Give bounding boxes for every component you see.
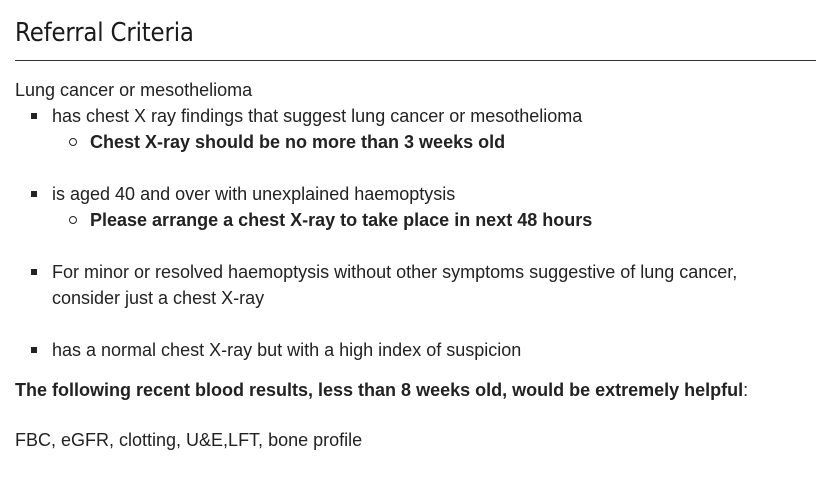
criteria-item-text: has chest X ray findings that suggest lung cancer or mesothelioma xyxy=(52,106,583,126)
criteria-subitem-text: Please arrange a chest X-ray to take place in next 48 hours xyxy=(90,210,593,230)
section-title: Referral Criteria xyxy=(15,18,194,48)
square-bullet-icon xyxy=(31,113,37,119)
blood-results-note-suffix: : xyxy=(743,380,749,400)
criteria-sublist xyxy=(52,129,816,155)
criteria-sublist xyxy=(52,207,816,233)
square-bullet-icon xyxy=(31,347,37,353)
criteria-item xyxy=(15,181,816,233)
title-divider xyxy=(15,60,816,61)
criteria-item-text: has a normal chest X-ray but with a high index of suspicion xyxy=(52,340,522,360)
referral-criteria-section xyxy=(15,12,816,453)
criteria-item xyxy=(15,259,816,311)
circle-bullet-icon xyxy=(69,216,77,224)
blood-results-note xyxy=(15,377,816,403)
square-bullet-icon xyxy=(31,191,37,197)
criteria-item-text-line1: For minor or resolved haemoptysis without other symptoms suggestive of lung cancer, xyxy=(52,262,738,282)
criteria-item xyxy=(15,103,816,155)
criteria-item xyxy=(15,337,816,363)
blood-results-note-bold: The following recent blood results, less than 8 weeks old, would be extremely helpful xyxy=(15,380,744,400)
criteria-subitem-text: Chest X-ray should be no more than 3 weeks old xyxy=(90,132,506,152)
circle-bullet-icon xyxy=(69,138,77,146)
criteria-item-text-line2: consider just a chest X-ray xyxy=(52,288,265,308)
criteria-list xyxy=(15,103,816,363)
criteria-subitem xyxy=(52,207,816,233)
square-bullet-icon xyxy=(31,269,37,275)
criteria-subitem xyxy=(52,129,816,155)
criteria-item-text: is aged 40 and over with unexplained haemoptysis xyxy=(52,184,456,204)
criteria-heading: Lung cancer or mesothelioma xyxy=(15,80,253,100)
blood-tests-list: FBC, eGFR, clotting, U&E,LFT, bone profile xyxy=(15,430,363,450)
